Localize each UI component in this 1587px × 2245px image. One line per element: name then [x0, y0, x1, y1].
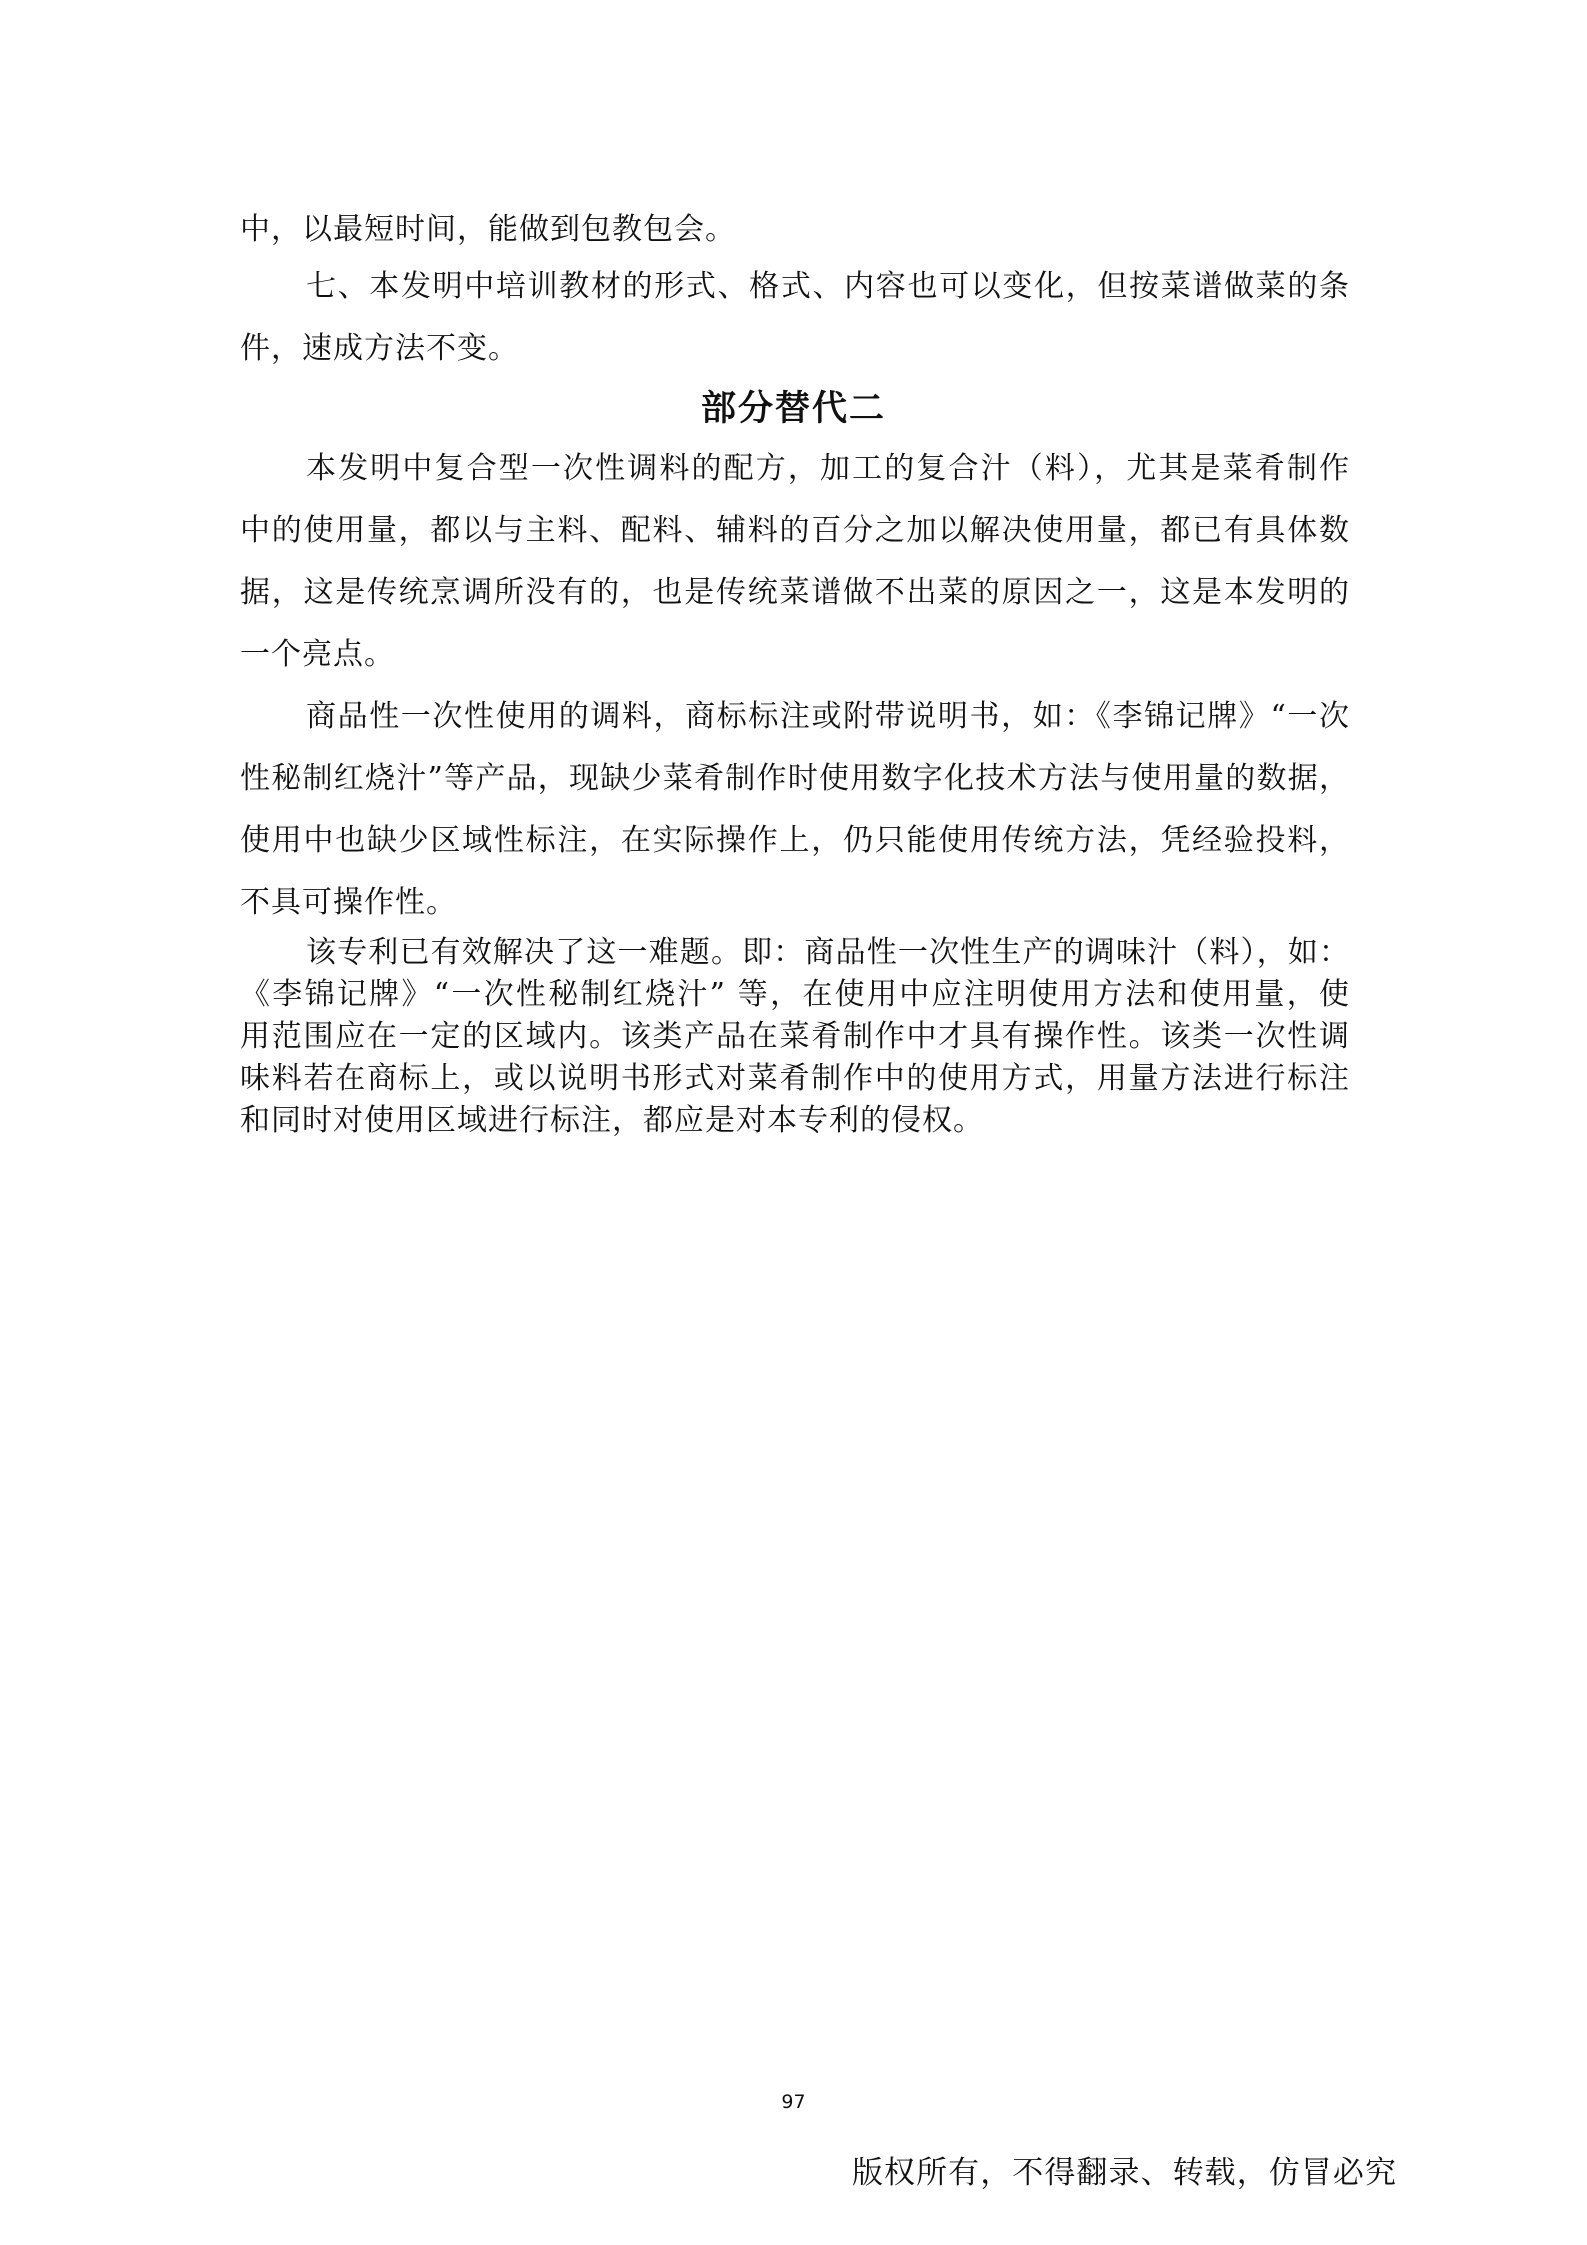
paragraph-commercial-seasoning: [240, 686, 1350, 934]
paragraph-formula-usage: [240, 438, 1350, 686]
section-heading: 部分替代二: [700, 389, 886, 429]
text-line: 不具可操作性。: [240, 885, 457, 920]
text-line: 用范围应在一定的区域内。该类产品在菜肴制作中才具有操作性。该类一次性调: [240, 1019, 1350, 1054]
text-line: 和同时对使用区域进行标注，都应是对本专利的侵权。: [240, 1103, 984, 1138]
text-line: 中的使用量，都以与主料、配料、辅料的百分之加以解决使用量，都已有具体数: [240, 513, 1350, 548]
text-line: 使用中也缺少区域性标注，在实际操作上，仍只能使用传统方法，凭经验投料，: [240, 823, 1350, 858]
text-line: 本发明中复合型一次性调料的配方，加工的复合汁（料），尤其是菜肴制作: [306, 451, 1350, 486]
text-line: 中，以最短时间，能做到包教包会。: [240, 212, 736, 247]
page-number: 97: [781, 2091, 806, 2113]
text-line: 商品性一次性使用的调料，商标标注或附带说明书，如：《李锦记牌》“一次: [306, 699, 1350, 734]
text-line: 一个亮点。: [240, 637, 395, 672]
paragraph-continuation: [240, 199, 1350, 261]
text-line: 味料若在商标上，或以说明书形式对菜肴制作中的使用方式，用量方法进行标注: [240, 1061, 1350, 1096]
text-line: 件，速成方法不变。: [240, 331, 519, 366]
text-line: 七、本发明中培训教材的形式、格式、内容也可以变化，但按菜谱做菜的条: [306, 269, 1350, 304]
paragraph-item-seven: [240, 256, 1350, 380]
text-line: 该专利已有效解决了这一难题。即：商品性一次性生产的调味汁（料），如：: [306, 935, 1350, 970]
copyright-notice: 版权所有，不得翻录、转载，仿冒必究: [852, 2155, 1397, 2191]
text-line: 《李锦记牌》“一次性秘制红烧汁” 等，在使用中应注明使用方法和使用量，使: [240, 977, 1350, 1012]
paragraph-patent-claim: [240, 932, 1350, 1142]
text-line: 性秘制红烧汁”等产品，现缺少菜肴制作时使用数字化技术方法与使用量的数据，: [240, 761, 1350, 796]
text-line: 据，这是传统烹调所没有的，也是传统菜谱做不出菜的原因之一，这是本发明的: [240, 575, 1350, 610]
